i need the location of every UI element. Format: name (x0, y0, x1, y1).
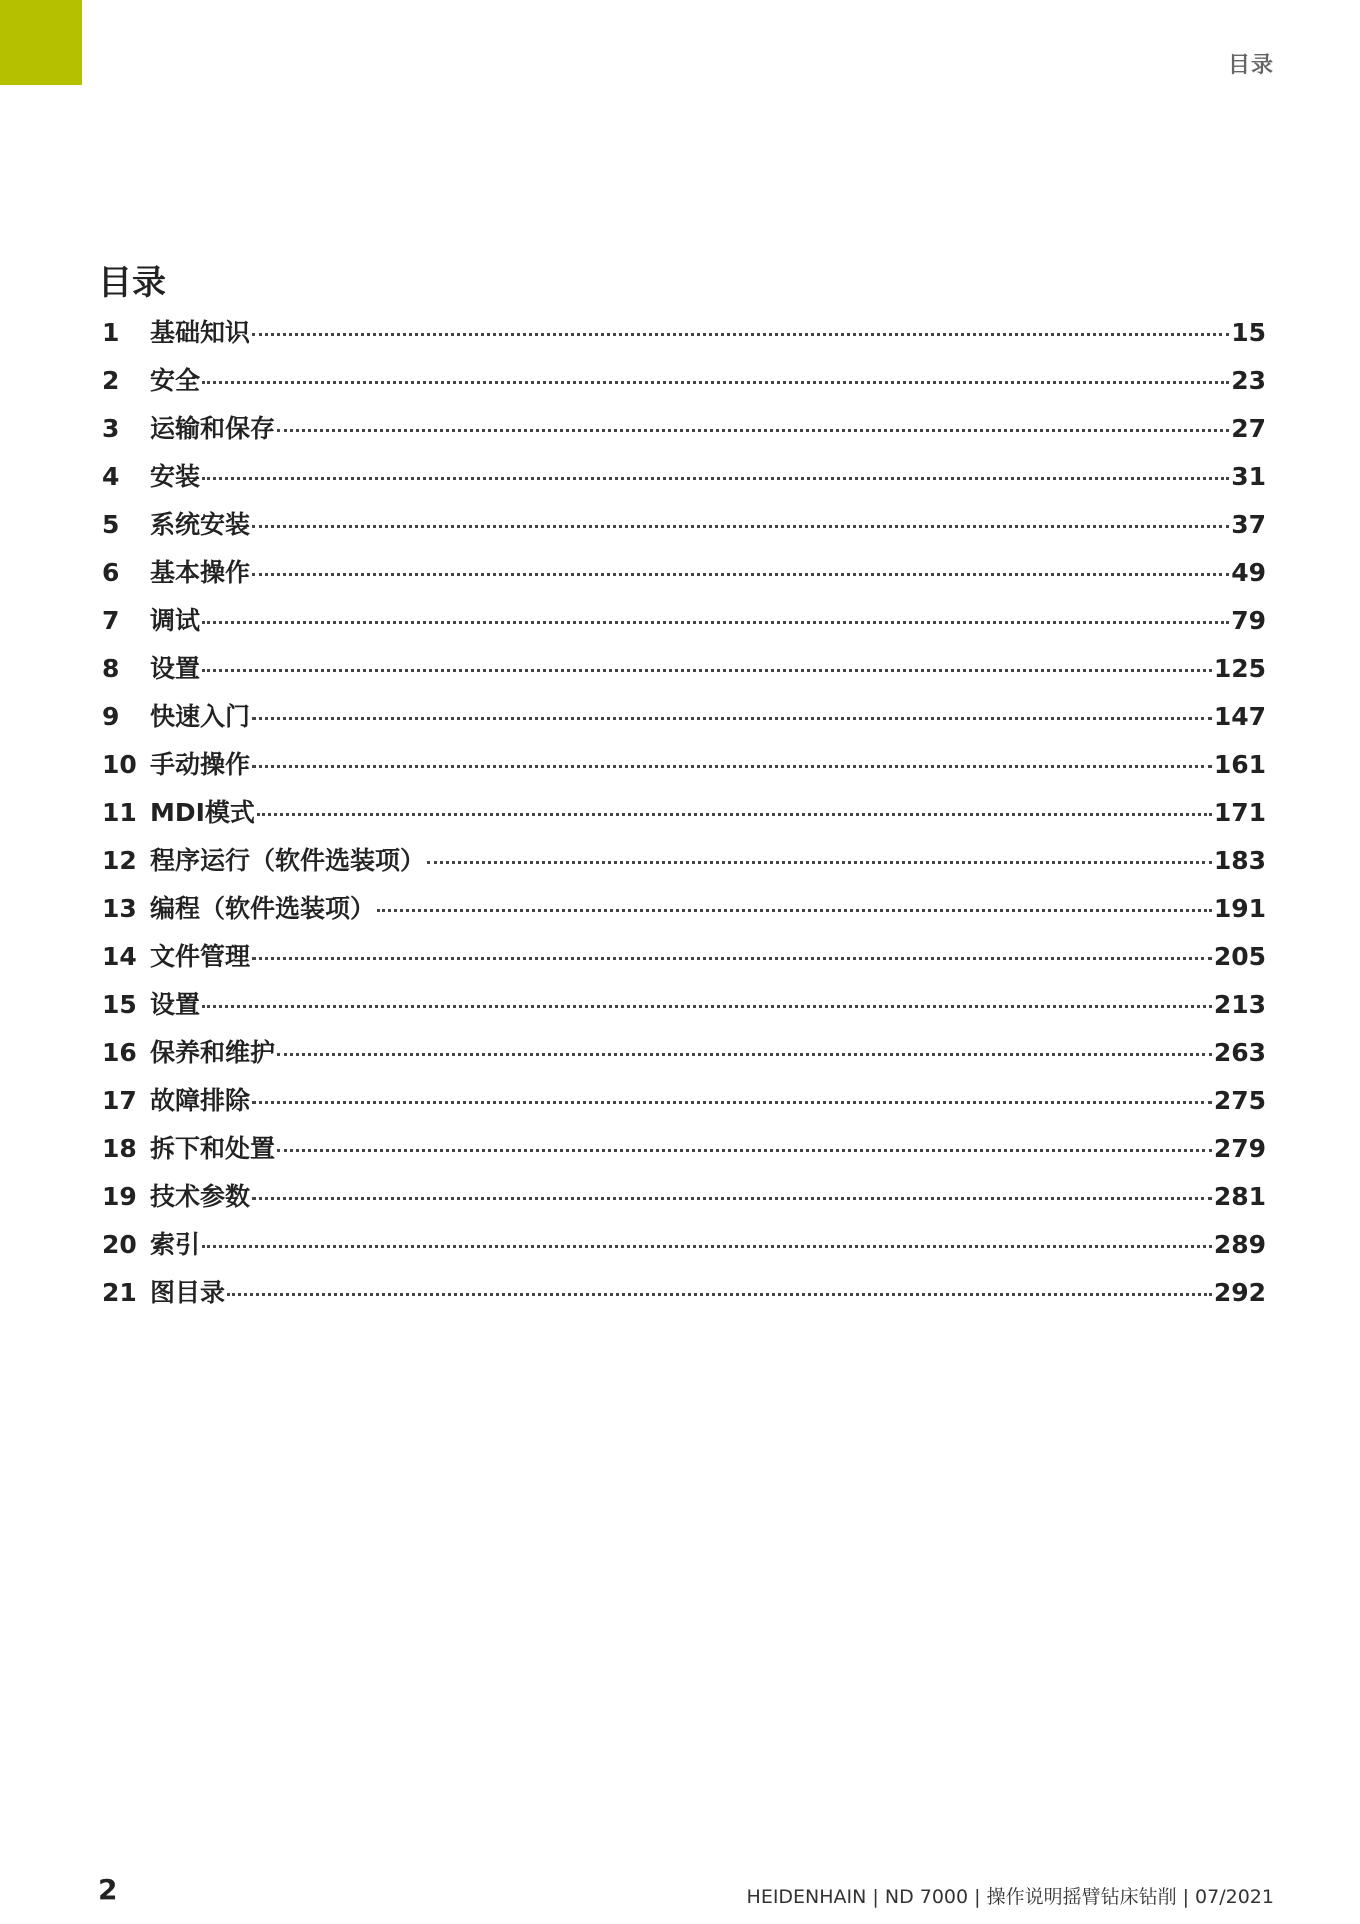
toc-dot-leader (277, 1050, 1212, 1056)
toc-entry[interactable] (102, 649, 1266, 697)
toc-entry-page: 147 (1213, 702, 1266, 731)
toc-entry-label: 编程（软件选装项） (150, 894, 376, 923)
toc-entry[interactable] (102, 697, 1266, 745)
toc-entry-page: 183 (1213, 846, 1266, 875)
toc-entry-page: 275 (1213, 1086, 1266, 1115)
toc-entry[interactable] (102, 361, 1266, 409)
toc-entry[interactable] (102, 745, 1266, 793)
toc-entry-number: 12 (102, 846, 137, 875)
toc-entry-label: 设置 (150, 654, 201, 683)
toc-entry-label: 基础知识 (150, 318, 251, 347)
toc-entry-page: 289 (1213, 1230, 1266, 1259)
toc-entry-number: 3 (102, 414, 120, 443)
toc-entry-number: 20 (102, 1230, 137, 1259)
toc-entry-label: 安装 (150, 462, 201, 491)
toc-entry-number: 17 (102, 1086, 137, 1115)
toc-entry[interactable] (102, 601, 1266, 649)
toc-entry-number: 16 (102, 1038, 137, 1067)
toc-list (102, 313, 1266, 1321)
toc-entry-page: 263 (1213, 1038, 1266, 1067)
toc-dot-leader (252, 570, 1229, 576)
toc-entry-number: 8 (102, 654, 120, 683)
toc-entry[interactable] (102, 889, 1266, 937)
toc-entry-label: 拆下和处置 (150, 1134, 276, 1163)
toc-entry-page: 191 (1213, 894, 1266, 923)
toc-entry[interactable] (102, 1033, 1266, 1081)
toc-dot-leader (252, 714, 1212, 720)
toc-entry-label: 基本操作 (150, 558, 251, 587)
toc-dot-leader (202, 1242, 1212, 1248)
toc-entry-number: 1 (102, 318, 120, 347)
toc-entry[interactable] (102, 409, 1266, 457)
toc-dot-leader (252, 762, 1212, 768)
toc-dot-leader (202, 1002, 1212, 1008)
toc-entry-label: 调试 (150, 606, 201, 635)
toc-dot-leader (257, 810, 1212, 816)
toc-dot-leader (277, 426, 1229, 432)
toc-dot-leader (252, 522, 1229, 528)
toc-entry[interactable] (102, 553, 1266, 601)
toc-dot-leader (202, 474, 1229, 480)
toc-entry-page: 281 (1213, 1182, 1266, 1211)
toc-entry-page: 37 (1231, 510, 1266, 539)
toc-dot-leader (202, 666, 1212, 672)
toc-entry-label: 运输和保存 (150, 414, 276, 443)
page-number: 2 (98, 1873, 118, 1906)
toc-entry-number: 15 (102, 990, 137, 1019)
toc-entry[interactable] (102, 1177, 1266, 1225)
toc-entry-number: 18 (102, 1134, 137, 1163)
footer-document-info: HEIDENHAIN | ND 7000 | 操作说明摇臂钻床钻削 | 07/2021 (746, 1886, 1274, 1908)
toc-entry[interactable] (102, 1225, 1266, 1273)
toc-dot-leader (202, 618, 1229, 624)
toc-entry-number: 13 (102, 894, 137, 923)
toc-entry[interactable] (102, 793, 1266, 841)
toc-entry-page: 31 (1231, 462, 1266, 491)
toc-dot-leader (252, 1098, 1212, 1104)
toc-entry-page: 205 (1213, 942, 1266, 971)
toc-entry-label: 系统安装 (150, 510, 251, 539)
toc-entry[interactable] (102, 985, 1266, 1033)
toc-entry[interactable] (102, 1129, 1266, 1177)
toc-entry-page: 292 (1213, 1278, 1266, 1307)
brand-color-block (0, 0, 82, 85)
toc-entry-label: 安全 (150, 366, 201, 395)
toc-entry-number: 7 (102, 606, 120, 635)
toc-entry[interactable] (102, 937, 1266, 985)
toc-entry-page: 27 (1231, 414, 1266, 443)
toc-entry-number: 14 (102, 942, 137, 971)
toc-entry-number: 2 (102, 366, 120, 395)
toc-entry-label: 保养和维护 (150, 1038, 276, 1067)
toc-entry-page: 279 (1213, 1134, 1266, 1163)
toc-dot-leader (202, 378, 1229, 384)
toc-entry-page: 15 (1231, 318, 1266, 347)
toc-entry-page: 23 (1231, 366, 1266, 395)
toc-dot-leader (227, 1290, 1212, 1296)
toc-entry[interactable] (102, 1273, 1266, 1321)
toc-entry[interactable] (102, 841, 1266, 889)
running-header: 目录 (1227, 53, 1274, 78)
toc-entry-number: 4 (102, 462, 120, 491)
toc-entry-number: 10 (102, 750, 137, 779)
toc-entry[interactable] (102, 457, 1266, 505)
toc-entry[interactable] (102, 505, 1266, 553)
toc-entry-label: 设置 (150, 990, 201, 1019)
toc-dot-leader (277, 1146, 1212, 1152)
toc-entry-number: 9 (102, 702, 120, 731)
toc-entry-number: 21 (102, 1278, 137, 1307)
toc-dot-leader (377, 906, 1212, 912)
toc-entry-label: 图目录 (150, 1278, 226, 1307)
toc-entry-number: 19 (102, 1182, 137, 1211)
toc-entry-page: 79 (1231, 606, 1266, 635)
toc-entry-label: 快速入门 (150, 702, 251, 731)
toc-entry-label: MDI模式 (150, 798, 255, 827)
toc-entry-page: 213 (1213, 990, 1266, 1019)
toc-dot-leader (252, 1194, 1212, 1200)
toc-dot-leader (427, 858, 1212, 864)
toc-entry-label: 程序运行（软件选装项） (150, 846, 426, 875)
toc-entry-page: 125 (1213, 654, 1266, 683)
toc-entry-number: 11 (102, 798, 137, 827)
toc-entry-label: 技术参数 (150, 1182, 251, 1211)
toc-entry-number: 5 (102, 510, 120, 539)
toc-title: 目录 (98, 263, 166, 303)
toc-entry-page: 49 (1231, 558, 1266, 587)
toc-entry-label: 文件管理 (150, 942, 251, 971)
toc-entry-label: 手动操作 (150, 750, 251, 779)
toc-entry-label: 索引 (150, 1230, 201, 1259)
toc-entry-number: 6 (102, 558, 120, 587)
toc-entry-label: 故障排除 (150, 1086, 251, 1115)
toc-dot-leader (252, 954, 1212, 960)
toc-dot-leader (252, 330, 1229, 336)
toc-entry-page: 171 (1213, 798, 1266, 827)
toc-entry[interactable] (102, 313, 1266, 361)
toc-entry-page: 161 (1213, 750, 1266, 779)
toc-entry[interactable] (102, 1081, 1266, 1129)
